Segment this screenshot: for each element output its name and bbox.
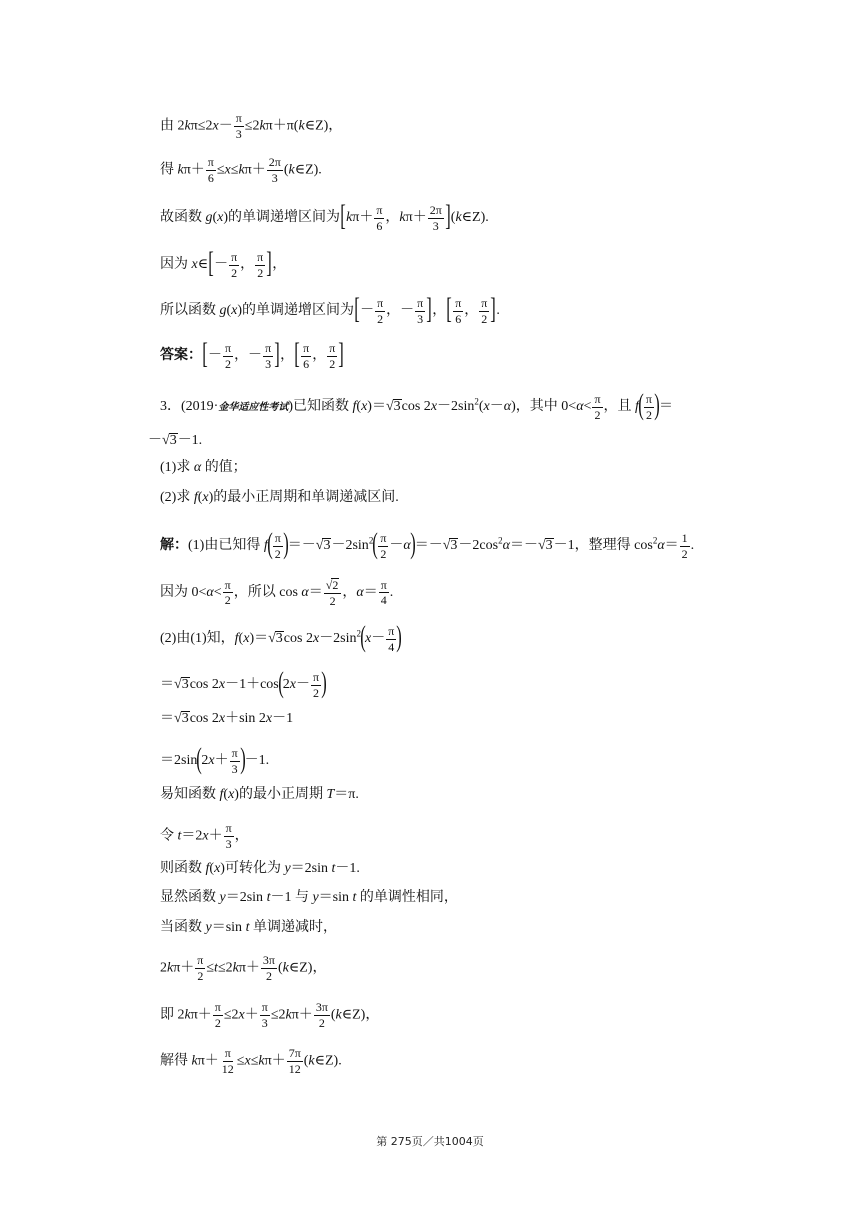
question-3-part-1: (1)求 α 的值； [160,460,247,475]
answer-line: 答案：[－ $\frac{\pi}{2}$ ，－ $\frac{\pi}{3}$ ]，[ $\frac{\pi}{6}$ ， $\frac{\pi}{2}$ ] [160,337,344,371]
solution-line-13: 即 2kπ＋ $\frac{\pi}{2}$ ≤2x＋ $\frac{\pi}{3}$ ≤2kπ＋ $\frac{3\pi}{2}$ (k∈Z)， [160,1000,380,1030]
line-4: 因为 x∈[－ $\frac{\pi}{2}$ ， $\frac{\pi}{2}$ ]， [160,246,287,280]
solution-line-3: (2)由(1)知，f(x)＝√3cos $2x-2\sin^2(x-$ $\frac{\pi}{4}$ ) [160,620,403,654]
solution-line-5: ＝√3cos 2x＋sin 2x－1 [160,711,294,726]
solution-label: 解： [160,537,188,554]
solution-line-7: 易知函数 f(x)的最小正周期 T＝π. [160,787,359,802]
question-3-part-2: (2)求 f(x)的最小正周期和单调递减区间. [160,490,399,505]
solution-line-14: 解得 kπ＋ $\frac{\pi}{12}$ ≤x≤kπ＋ $\frac{7\pi}{12}$ (k∈Z). [160,1046,342,1076]
page-footer: 第 275页／共1004页 [376,1135,484,1148]
solution-line-4: ＝√3cos 2x－1＋cos(2x－ $\frac{\pi}{2}$ ) [160,666,327,700]
solution-line-1: 解：(1)由已知得 f( $\frac{\pi}{2}$ )$=-√3-2\sin^2$( $\frac{\pi}{2}$ $-\alpha)=-√3-2\cos^2\alpha=-√3-1$，整理得 $\cos^2\alpha=$ $\frac{1}{2}$ . [160,527,695,561]
answer-label: 答案： [160,347,202,364]
question-source: 金华适应性考试 [218,402,289,414]
line-1: 由 2kπ≤2x－ $\frac{\pi}{3}$ ≤2kπ＋π(k∈Z)， [160,111,343,141]
question-3-line-2: －√3－1. [148,433,203,448]
solution-line-10: 显然函数 y＝2sin t－1 与 y＝sin t 的单调性相同， [160,890,458,905]
solution-line-8: 令 t＝2x＋ $\frac{\pi}{3}$ ， [160,821,249,851]
solution-line-2: 因为 0<α< $\frac{\pi}{2}$ ，所以 cos α＝ $\frac{√2}{2}$ ，α＝ $\frac{\pi}{4}$ . [160,577,394,608]
line-2: 得 kπ＋ $\frac{\pi}{6}$ ≤x≤kπ＋ $\frac{2\pi}{3}$ (k∈Z). [160,155,322,185]
solution-line-12: 2kπ＋ $\frac{\pi}{2}$ ≤t≤2kπ＋ $\frac{3\pi}{2}$ (k∈Z)， [160,953,327,983]
solution-line-6: ＝2sin(2x＋ $\frac{\pi}{3}$ )－1. [160,742,270,776]
question-number: 3．(2019· [160,399,219,415]
question-3-line-1: 3．(2019·金华适应性考试)已知函数 f(x)＝√3cos $2x-2\sin^2(x-\alpha)$，其中 0<α< $\frac{\pi}{2}$ ，且 f( $\frac{\pi}{2}$ )＝ [160,388,673,422]
line-3: 故函数 g(x)的单调递增区间为[kπ＋ $\frac{\pi}{6}$ ，kπ＋ $\frac{2\pi}{3}$ ](k∈Z). [160,199,489,233]
line-5: 所以函数 g(x)的单调递增区间为[－ $\frac{\pi}{2}$ ，－ $\frac{\pi}{3}$ ]，[ $\frac{\pi}{6}$ ， $\frac{\pi}{2}$ ]. [160,292,500,326]
solution-line-11: 当函数 y＝sin t 单调递减时， [160,920,337,935]
solution-line-9: 则函数 f(x)可转化为 y＝2sin t－1. [160,861,360,876]
